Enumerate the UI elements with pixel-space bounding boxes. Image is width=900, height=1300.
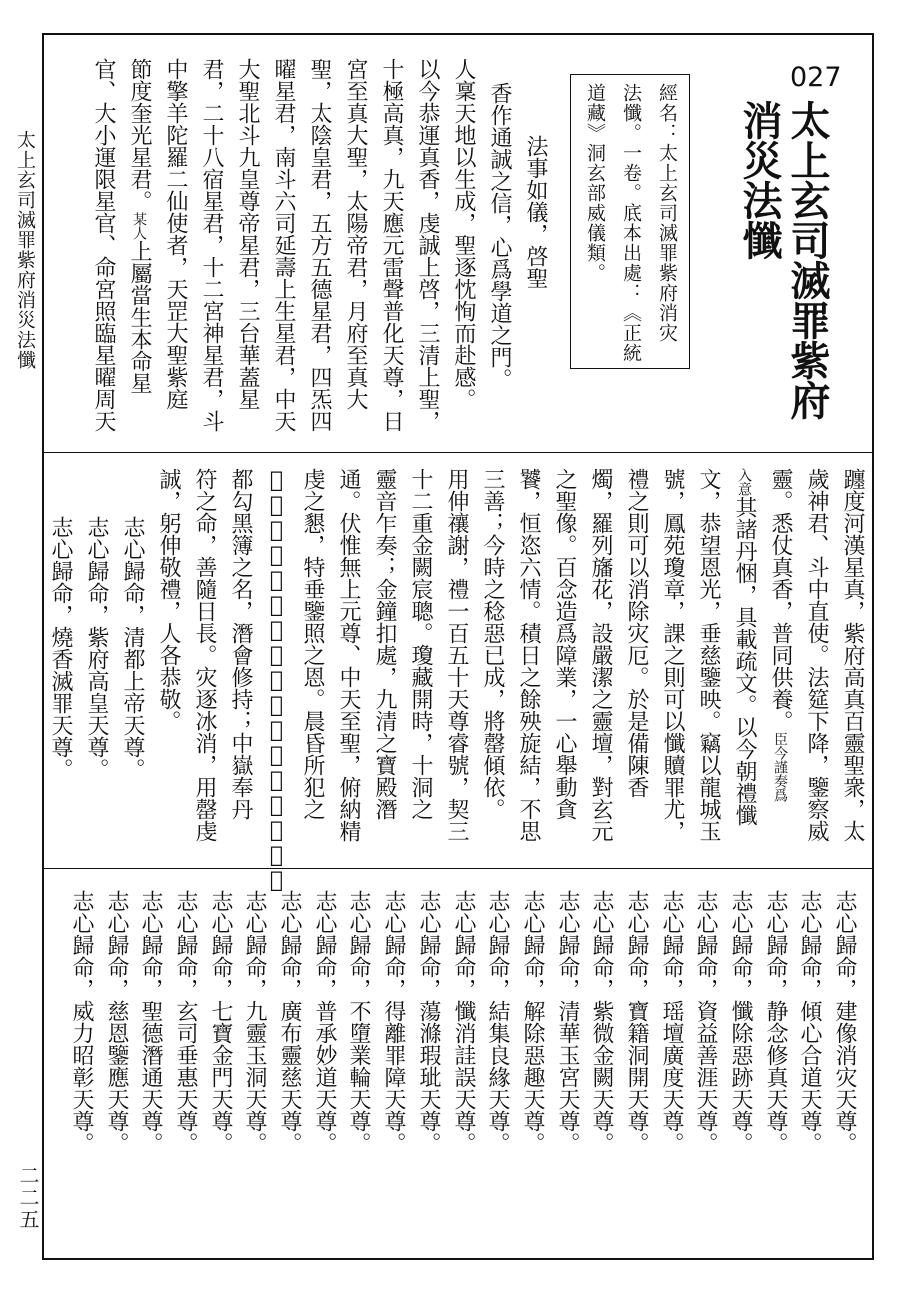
- text-column: 官、大小運限星官、命宮照臨星曜周天: [91, 58, 116, 432]
- text-column: 人稟天地以生成，聖逐忱恂而赴感。: [451, 58, 476, 410]
- invocation-line: 志心歸命，寶籍洞開天尊。: [624, 890, 649, 1154]
- invocation-line: 志心歸命，慈恩鑒應天尊。: [104, 890, 129, 1154]
- page-number: 二二五: [16, 1165, 40, 1231]
- invocation-line: 志心歸命，紫微金闕天尊。: [589, 890, 614, 1154]
- text-column: [122, 58, 156, 394]
- text-column: 大聖北斗九皇尊帝星君，三台華蓋星: [235, 58, 260, 410]
- text-column: 號，鳳苑瓊章，課之則可以懺贖罪尤，: [660, 468, 685, 842]
- text-column: 躔度河漢星真，紫府高真百靈聖衆，太: [840, 468, 865, 842]
- invocation-line: 志心歸命，七寶金門天尊。: [208, 890, 233, 1154]
- invocation-line: 志心歸命，蕩滌瑕玼天尊。: [416, 890, 441, 1154]
- invocation-line: 志心歸命，廣布靈慈天尊。: [277, 890, 302, 1154]
- text-column: 燭，羅列旛花，設嚴潔之靈壇，對玄元: [588, 468, 613, 842]
- text-column: 歲神君、斗中直使。法筵下降，鑒察威: [804, 468, 829, 842]
- section-divider-bottom: [42, 868, 874, 869]
- scripture-info-box: [570, 74, 690, 369]
- invocation-line: 志心歸命，聖德潛通天尊。: [138, 890, 163, 1154]
- text-column: [763, 468, 797, 802]
- info-line: 經名：太上玄司滅罪紫府消灾: [656, 83, 678, 343]
- text-column: 中擎羊陀羅二仙使者，天罡大聖紫庭: [163, 58, 188, 410]
- text-column: 文，恭望恩光，垂慈鑒映。竊以龍城玉: [696, 468, 721, 842]
- invocation-line: 志心歸命，不墮業輪天尊。: [346, 890, 371, 1154]
- text-column: 誠，躬伸敬禮，人各恭敬。: [156, 468, 181, 732]
- text-column: 志心歸命，清都上帝天尊。: [120, 516, 145, 780]
- text-number: 027: [790, 62, 842, 93]
- text-column: 聖，太陰皇君，五方五德星君，四炁四: [307, 58, 332, 432]
- text-span: 節度奎光星君。: [127, 58, 152, 212]
- text-column: 香作通誠之信，心爲學道之門。: [487, 82, 512, 390]
- scripture-title-line2: 消災法懺: [736, 100, 782, 260]
- text-span: 其諸丹悃，具載疏文。以今朝禮懺: [732, 496, 757, 826]
- text-column: 宮至真大聖，太陽帝君，月府至真大: [343, 58, 368, 410]
- text-column: 𠎝愆，庚甲儻臨之禍害，咸蒙開度。北: [264, 468, 289, 893]
- info-line: 法懺。一卷。底本出處：《正統: [620, 83, 642, 363]
- invocation-line: 志心歸命，静念修真天尊。: [763, 890, 788, 1154]
- text-column: 君，二十八宿星君，十二宮神星君，斗: [199, 58, 224, 432]
- text-column: 三善；今時之稔惡已成，將罄傾依。: [480, 468, 505, 820]
- invocation-line: 志心歸命，九靈玉洞天尊。: [242, 890, 267, 1154]
- invocation-line: 志心歸命，得離罪障天尊。: [381, 890, 406, 1154]
- text-column: [727, 468, 761, 826]
- text-column: 禮之則可以消除灾厄。於是備陳香: [624, 468, 649, 798]
- text-column: 虔之懇，特垂鑒照之恩。晨昏所犯之: [300, 468, 325, 820]
- invocation-line: 志心歸命，懺消詿誤天尊。: [451, 890, 476, 1154]
- placeholder-note: 入意: [736, 468, 752, 496]
- text-column: 志心歸命，燒香滅罪天尊。: [48, 516, 73, 780]
- text-span: 靈。悉仗真香，普同供養。: [768, 468, 793, 732]
- text-column: 之聖像。百念造爲障業，一心舉動貪: [552, 468, 577, 820]
- placeholder-note: 臣今謹奏爲: [772, 732, 788, 802]
- text-column: 通。伏惟無上元尊、中天至聖，俯納精: [336, 468, 361, 842]
- invocation-line: 志心歸命，瑶壇廣度天尊。: [659, 890, 684, 1154]
- text-column: 志心歸命，紫府高皇天尊。: [84, 516, 109, 780]
- running-title: 太上玄司滅罪紫府消災法懺: [14, 130, 36, 370]
- text-column: 都勾黑簿之名，潛會修持；中嶽奉丹: [228, 468, 253, 820]
- invocation-line: 志心歸命，結集良緣天尊。: [485, 890, 510, 1154]
- invocation-line: 志心歸命，清華玉宮天尊。: [555, 890, 580, 1154]
- section-divider-top: [42, 452, 874, 453]
- text-column: 以今恭運真香，虔誠上啓，三清上聖，: [415, 58, 440, 432]
- invocation-line: 志心歸命，傾心合道天尊。: [797, 890, 822, 1154]
- info-line: 道藏》洞玄部威儀類。: [584, 83, 606, 283]
- text-column: 法事如儀，啓聖: [523, 135, 548, 289]
- text-column: 十二重金闕宸聰。瓊藏開時，十洞之: [408, 468, 433, 820]
- invocation-line: 志心歸命，玄司垂惠天尊。: [173, 890, 198, 1154]
- invocation-line: 志心歸命，建像消灾天尊。: [832, 890, 857, 1154]
- text-span: 上屬當生本命星: [127, 240, 152, 394]
- text-column: 靈音乍奏；金鐘扣處，九清之寶殿潛: [372, 468, 397, 820]
- invocation-line: 志心歸命，資益善涯天尊。: [693, 890, 718, 1154]
- text-column: 符之命，善隨日長。灾逐冰消，用罄虔: [192, 468, 217, 842]
- text-column: 十極高真，九天應元雷聲普化天尊，日: [379, 58, 404, 432]
- text-column: 曜星君，南斗六司延壽上生星君，中天: [271, 58, 296, 432]
- invocation-line: 志心歸命，解除惡趣天尊。: [520, 890, 545, 1154]
- scripture-title-line1: 太上玄司滅罪紫府: [784, 100, 830, 420]
- invocation-line: 志心歸命，威力昭彰天尊。: [69, 890, 94, 1154]
- text-column: 用伸禳謝，禮一百五十天尊睿號，契三: [444, 468, 469, 842]
- invocation-line: 志心歸命，懺除惡跡天尊。: [728, 890, 753, 1154]
- text-column: 饕，恒恣六情。積日之餘殃旋結，不思: [516, 468, 541, 842]
- placeholder-note: 某人: [131, 212, 147, 240]
- invocation-line: 志心歸命，普承妙道天尊。: [312, 890, 337, 1154]
